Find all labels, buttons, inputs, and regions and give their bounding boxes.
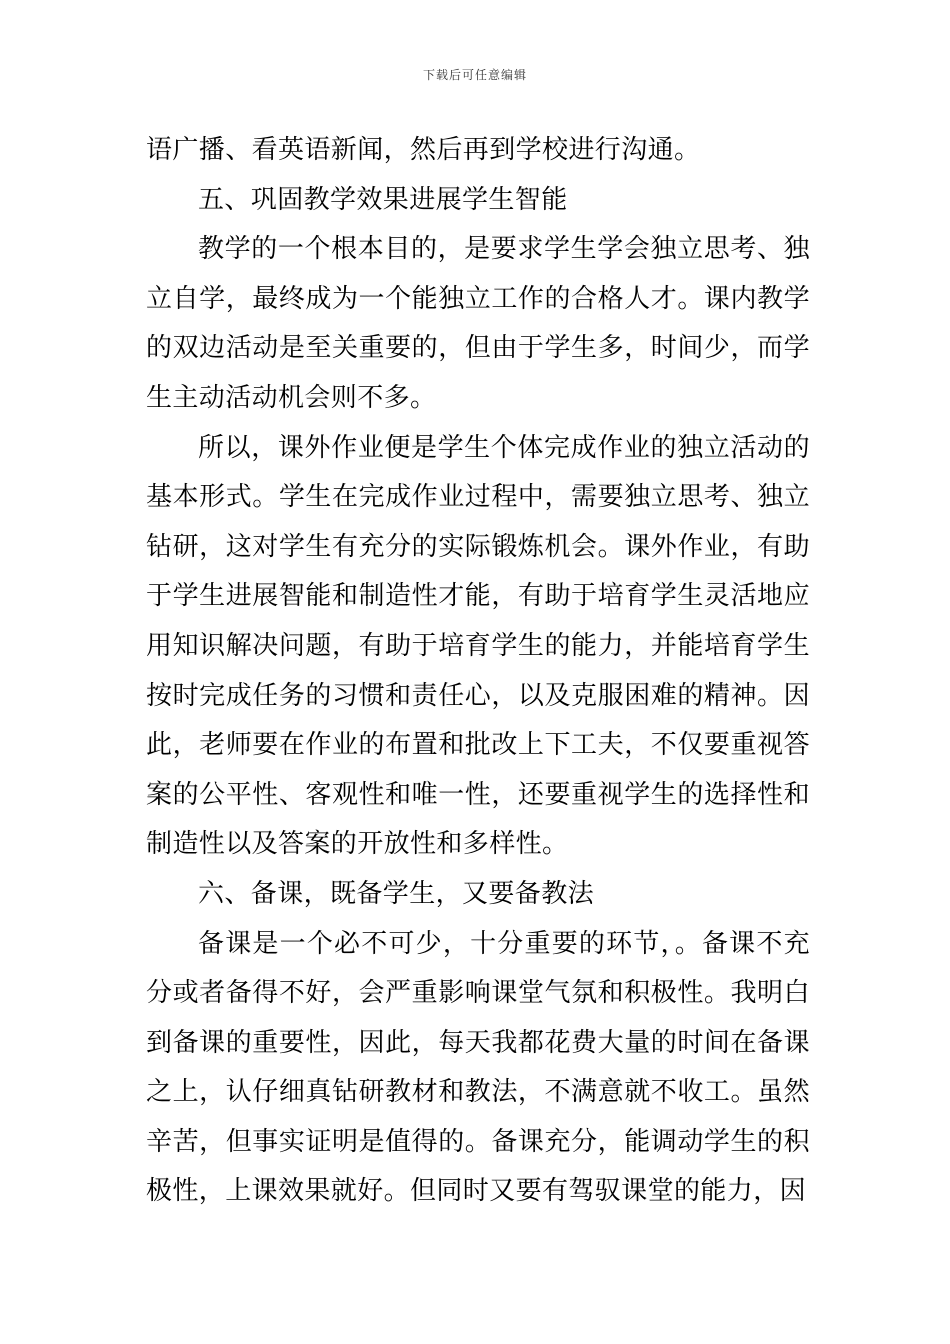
document-body: [146, 126, 810, 1217]
page-header: 下载后可任意编辑: [422, 68, 527, 82]
paragraph-lesson-prep: 备课是一个必不可少，十分重要的环节，。备课不充分或者备得不好，会严重影响课堂气氛和积极性。我明白到备课的重要性，因此，每天我都花费大量的时间在备课之上，认仔细真钻研教材和教法，不满意就不收工。虽然辛苦，但事实证明是值得的。备课充分，能调动学生的积极性，上课效果就好。但同时又要有驾驭课堂的能力，因: [146, 928, 810, 1207]
paragraph-teaching-goal: 教学的一个根本目的，是要求学生学会独立思考、独立自学，最终成为一个能独立工作的合格人才。课内教学的双边活动是至关重要的，但由于学生多，时间少，而学生主动活动机会则不多。: [146, 234, 810, 413]
section-heading-six: 六、备课，既备学生，又要备教法: [198, 878, 595, 909]
paragraph-homework: 所以，课外作业便是学生个体完成作业的独立活动的基本形式。学生在完成作业过程中，需要独立思考、独立钻研，这对学生有充分的实际锻炼机会。课外作业，有助于学生进展智能和制造性才能，有助于培育学生灵活地应用知识解决问题，有助于培育学生的能力，并能培育学生按时完成任务的习惯和责任心，以及克服困难的精神。因此，老师要在作业的布置和批改上下工夫，不仅要重视答案的公平性、客观性和唯一性，还要重视学生的选择性和制造性以及答案的开放性和多样性。: [146, 432, 810, 860]
paragraph-continuation: 语广播、看英语新闻，然后再到学校进行沟通。: [146, 135, 701, 165]
section-heading-five: 五、巩固教学效果进展学生智能: [198, 184, 568, 215]
